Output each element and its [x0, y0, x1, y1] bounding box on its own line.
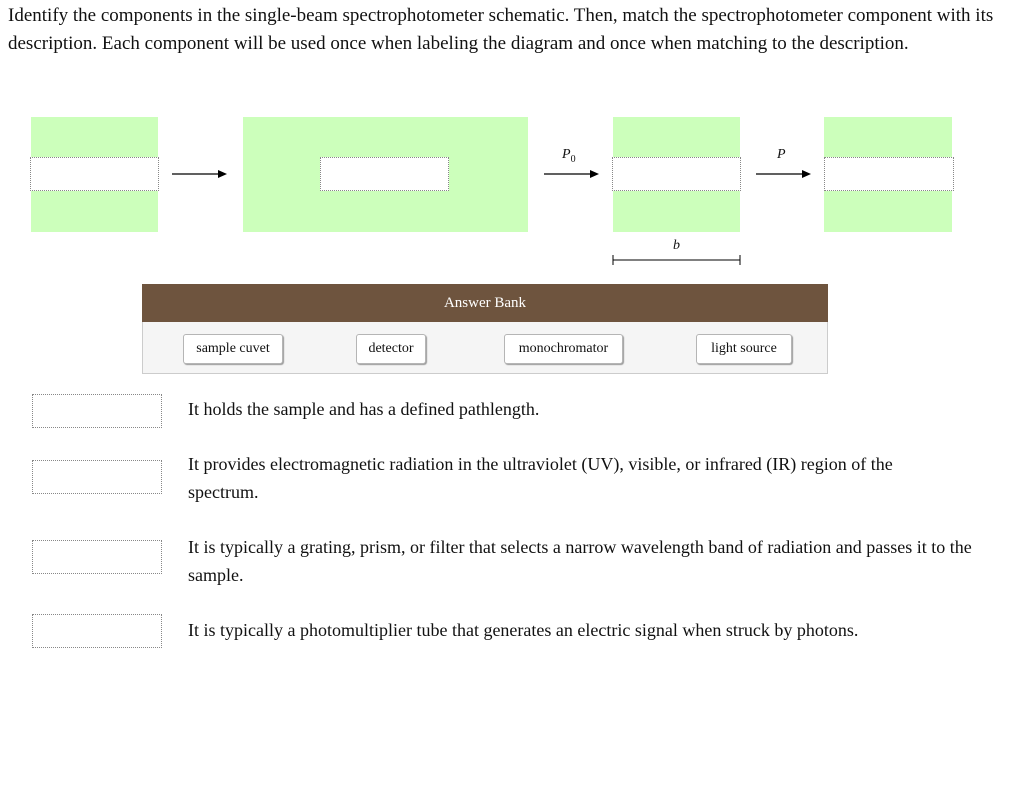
pathlength-label: b: [673, 238, 680, 253]
description-3: It is typically a grating, prism, or filter that selects a narrow wavelength band of radiation and passes it to the sample.: [188, 537, 972, 585]
match-dropzone-3[interactable]: [32, 540, 162, 574]
description-1: It holds the sample and has a defined pathlength.: [188, 399, 540, 419]
p-label: P: [777, 147, 786, 162]
match-dropzone-1[interactable]: [32, 394, 162, 428]
match-dropzone-4[interactable]: [32, 614, 162, 648]
arrow-right-icon: [172, 167, 228, 181]
description-4: It is typically a photomultiplier tube that generates an electric signal when struck by photons.: [188, 620, 859, 640]
pathlength-bar: [612, 254, 742, 266]
answer-chip-light-source[interactable]: light source: [696, 334, 792, 364]
answer-chip-monochromator[interactable]: monochromator: [504, 334, 623, 364]
component-4-dropzone[interactable]: [824, 157, 954, 191]
component-1-dropzone[interactable]: [30, 157, 159, 191]
component-2-dropzone[interactable]: [320, 157, 449, 191]
answer-bank: [142, 322, 828, 374]
component-3-dropzone[interactable]: [612, 157, 741, 191]
p0-label: $P_0$: [562, 147, 576, 165]
answer-bank-header: [142, 284, 828, 322]
arrow-right-icon: [756, 167, 812, 181]
answer-bank-title: Answer Bank: [443, 294, 527, 311]
answer-chip-detector[interactable]: detector: [356, 334, 426, 364]
answer-chip-sample-cuvet[interactable]: sample cuvet: [183, 334, 283, 364]
arrow-right-icon: [544, 167, 600, 181]
match-dropzone-2[interactable]: [32, 460, 162, 494]
question-text: Identify the components in the single-beam spectrophotometer schematic. Then, match the spectrophotometer component with its description. Each component will be used once when labeling the diagram and once when matching to the description.: [8, 5, 994, 54]
description-2: It provides electromagnetic radiation in the ultraviolet (UV), visible, or infrared (IR) region of the spectrum.: [188, 454, 893, 502]
